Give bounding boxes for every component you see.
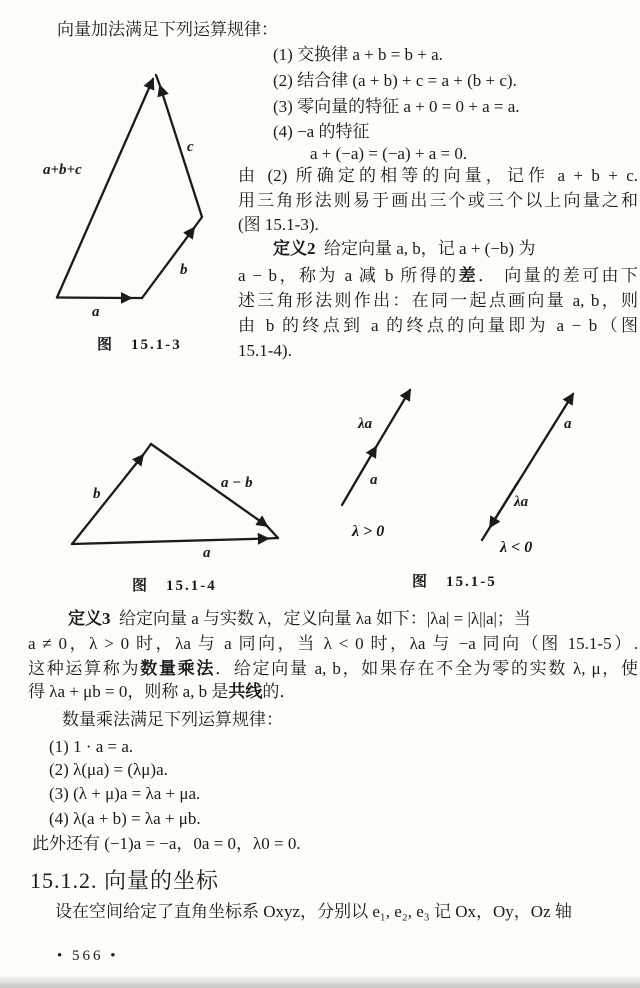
- addition-rule-2: (2) 结合律 (a + b) + c = a + (b + c).: [273, 71, 517, 90]
- addition-rule-3: (3) 零向量的特征 a + 0 = 0 + a = a.: [273, 97, 520, 116]
- definition-2-line-2: [238, 266, 638, 286]
- vector-b-edge-rest: [194, 217, 202, 228]
- definition-3-line-3a: 这种运算称为: [28, 659, 141, 678]
- definition-2-line-5: 15.1-4).: [238, 341, 292, 360]
- sum-paragraph-line-3: (图 15.1-3).: [238, 215, 319, 234]
- vector-b-edge-rest: [143, 444, 151, 455]
- label-a-left: a: [370, 472, 378, 488]
- definition-2-line-3: 述三角形法则作出：在同一起点画向量 a, b，则: [238, 291, 638, 310]
- definition-3-head: 定义3: [68, 609, 111, 628]
- label-lambda-positive: λ > 0: [352, 523, 385, 540]
- sum-paragraph-line-2: 用三角形法则易于画出三个或三个以上向量之和: [238, 191, 638, 210]
- negative-vector-equation: a + (−a) = (−a) + a = 0.: [310, 144, 468, 163]
- label-c: c: [187, 139, 194, 155]
- definition-2-term-difference: 差: [458, 266, 479, 285]
- definition-3-term-collinear: 共线: [228, 682, 263, 701]
- label-a-minus-b: a − b: [221, 475, 253, 491]
- vector-c-edge-rest: [156, 75, 160, 86]
- label-lambda-a-left: λa: [358, 416, 373, 432]
- label-b: b: [180, 262, 188, 278]
- scalar-rule-3: (3) (λ + μ)a = λa + μa.: [49, 784, 201, 803]
- page-number: • 566 •: [57, 948, 119, 964]
- vector-sum-edge: [57, 79, 153, 298]
- definition-2-line-4: 由 b 的终点到 a 的终点的向量即为 a − b（图: [238, 316, 638, 335]
- scalar-rule-2: (2) λ(μa) = (λμ)a.: [49, 760, 168, 779]
- sum-paragraph-line-1: 由 (2) 所确定的相等的向量，记作 a + b + c.: [238, 166, 638, 185]
- addition-rule-1: (1) 交换律 a + b = b + a.: [273, 45, 443, 64]
- definition-2-head: 定义2: [273, 239, 316, 258]
- scan-edge-shadow: [0, 975, 640, 988]
- figure-15-1-3-caption: 图 15.1-3: [97, 337, 182, 353]
- figure-15-1-3: [35, 58, 225, 318]
- figure-15-1-5: [330, 378, 600, 563]
- definition-3-term-scalar-multiplication: 数量乘法: [140, 659, 216, 678]
- section-body-line: 设在空间给定了直角坐标系 Oxyz，分别以 e₁, e₂, e₃ 记 Ox，Oy，Oz 轴: [55, 902, 572, 921]
- definition-3-line-1: [68, 609, 531, 629]
- label-a: a: [203, 545, 211, 561]
- definition-2-line-1-rest: 给定向量 a, b，记 a + (−b) 为: [315, 239, 536, 258]
- label-b: b: [93, 486, 101, 502]
- vector-a-edge-arrow: [57, 298, 131, 299]
- figure-15-1-5-caption: 图 15.1-5: [412, 574, 497, 590]
- vector-c-edge-arrow: [160, 86, 202, 217]
- scalar-rules-extra: 此外还有 (−1)a = −a，0a = 0，λ0 = 0.: [32, 834, 301, 853]
- section-heading: 15.1.2. 向量的坐标: [30, 868, 220, 893]
- label-lambda-negative: λ < 0: [500, 539, 533, 556]
- label-a: a: [92, 304, 100, 320]
- label-a-right: a: [564, 416, 572, 432]
- scalar-rule-1: (1) 1 · a = a.: [49, 737, 134, 756]
- definition-3-line-2: a ≠ 0，λ > 0 时，λa 与 a 同向，当 λ < 0 时，λa 与 −a 同向（图 15.1-5）.: [28, 634, 638, 653]
- vector-a-edge-arrow: [72, 539, 268, 545]
- vector-a-edge-rest: [268, 538, 278, 539]
- definition-2-line-2a: a − b，称为 a 减 b 所得的: [238, 266, 459, 285]
- vector-a-minus-b-edge-rest: [267, 526, 278, 538]
- scalar-rules-intro: 数量乘法满足下列运算规律：: [62, 710, 283, 729]
- definition-3-line-4: [28, 682, 296, 702]
- scalar-rule-4: (4) λ(a + b) = λa + μb.: [49, 809, 201, 828]
- definition-3-line-3c: ．给定向量 a, b，如果存在不全为零的实数 λ, μ，使: [215, 659, 639, 678]
- label-sum-abc: a+b+c: [43, 162, 82, 178]
- definition-3-line-3: [28, 659, 638, 679]
- definition-3-line-4a: 得 λa + μb = 0，则称 a, b 是: [28, 682, 229, 701]
- definition-3-line-1-rest: 给定向量 a 与实数 λ，定义向量 λa 如下：|λa| = |λ||a|；当: [110, 609, 531, 628]
- vector-b-edge-arrow: [72, 455, 143, 544]
- label-lambda-a-right: λa: [514, 494, 529, 510]
- figure-15-1-4: [55, 425, 295, 560]
- intro-line: 向量加法满足下列运算规律：: [57, 20, 278, 39]
- definition-2-line-2c: ． 向量的差可由下: [478, 266, 639, 285]
- figure-15-1-4-caption: 图 15.1-4: [132, 578, 217, 594]
- definition-2-line-1: [273, 239, 535, 259]
- addition-rule-4: (4) −a 的特征: [273, 122, 370, 141]
- definition-3-line-4c: 的．: [262, 682, 297, 701]
- vector-lambda-a-segment-left: [376, 390, 410, 447]
